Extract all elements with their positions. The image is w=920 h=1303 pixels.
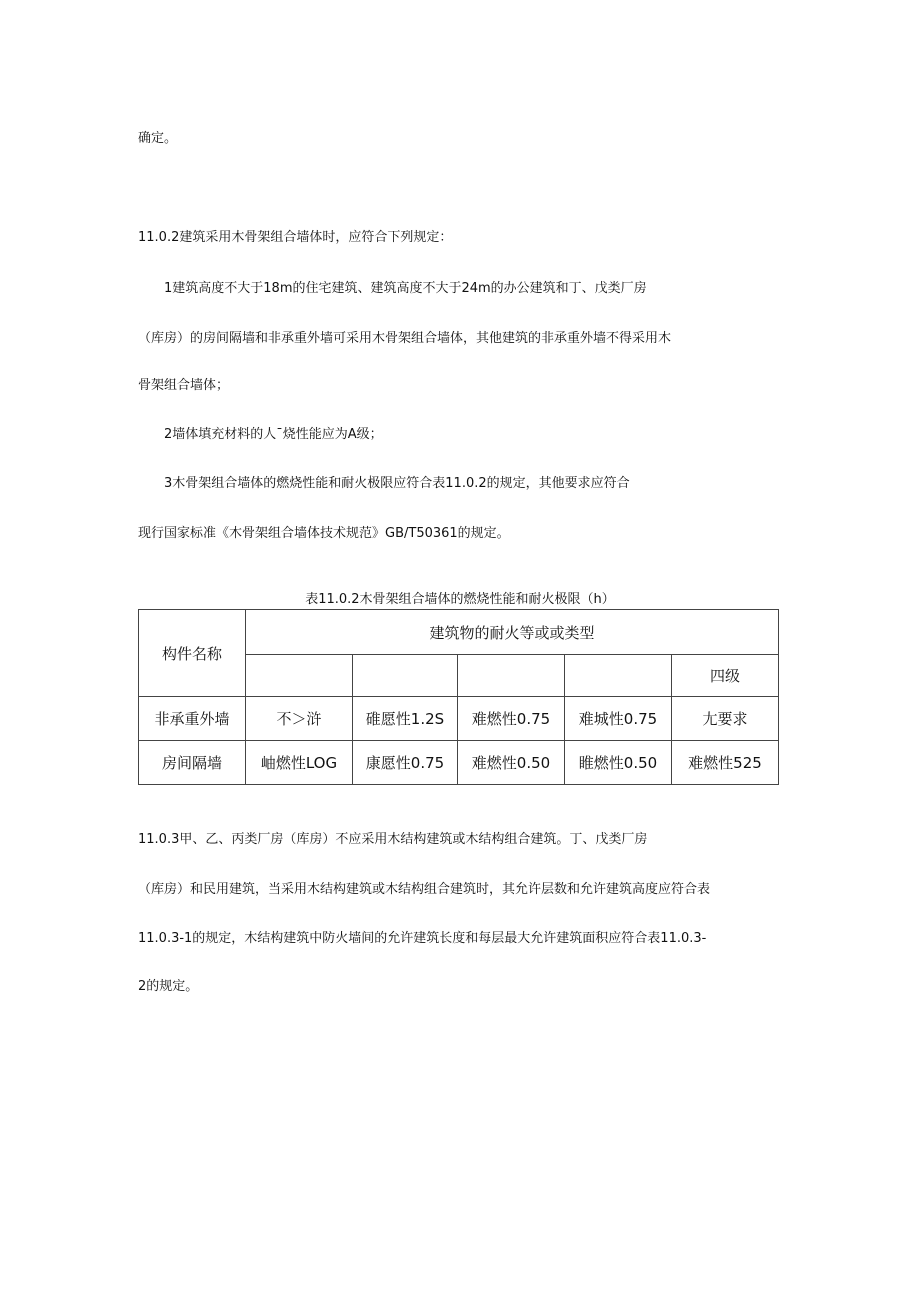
table-cell: 难燃性525 [672, 741, 779, 785]
paragraph-line: 11.0.3-1的规定，木结构建筑中防火墙间的允许建筑长度和每层最大允许建筑面积应符合表11.0.3- [138, 931, 707, 946]
row-label: 非承重外墙 [139, 697, 246, 741]
table-cell: 岫燃性LOG [246, 741, 353, 785]
clause-11-0-3-heading: 11.0.3甲、乙、丙类厂房（库房）不应采用木结构建筑或木结构组合建筑。丁、戊类厂房 [138, 832, 648, 847]
subheader-cell: 四级 [672, 655, 779, 697]
paragraph-line: （库房）和民用建筑，当采用木结构建筑或木结构组合建筑时，其允许层数和允许建筑高度应符合表 [138, 882, 711, 897]
table-cell: 难城性0.75 [565, 697, 672, 741]
table-cell: 尢要求 [672, 697, 779, 741]
clause-11-0-2-heading: 11.0.2建筑采用木骨架组合墙体时，应符合下列规定： [138, 230, 453, 245]
subheader-cell [353, 655, 458, 697]
clause-item-1: 1建筑高度不大于18m的住宅建筑、建筑高度不大于24m的办公建筑和丁、戊类厂房 [164, 281, 647, 296]
subheader-cell [565, 655, 672, 697]
subheader-cell [246, 655, 353, 697]
fire-resistance-table [138, 609, 779, 785]
header-fire-rating-group: 建筑物的耐火等或或类型 [246, 610, 779, 655]
table-cell: 睢燃性0.50 [565, 741, 672, 785]
row-label: 房间隔墙 [139, 741, 246, 785]
paragraph-line: 现行国家标准《木骨架组合墙体技术规范》GB/T50361的规定。 [138, 526, 510, 541]
paragraph-line: 2的规定。 [138, 979, 199, 994]
clause-item-2: 2墙体填充材料的人¯烧性能应为A级； [164, 427, 383, 442]
clause-item-3: 3木骨架组合墙体的燃烧性能和耐火极限应符合表11.0.2的规定，其他要求应符合 [164, 476, 630, 491]
table-cell: 康愿性0.75 [353, 741, 458, 785]
table-cell: 碓愿性1.2S [353, 697, 458, 741]
paragraph-line: （库房）的房间隔墙和非承重外墙可采用木骨架组合墙体，其他建筑的非承重外墙不得采用木 [138, 331, 672, 346]
table-header-row [139, 610, 779, 655]
table-cell: 不＞浒 [246, 697, 353, 741]
header-component-name: 构件名称 [139, 610, 246, 697]
table-row [139, 697, 779, 741]
table-row [139, 741, 779, 785]
table-cell: 难燃性0.50 [458, 741, 565, 785]
paragraph-line: 确定。 [138, 131, 178, 146]
table-cell: 难燃性0.75 [458, 697, 565, 741]
table-caption: 表11.0.2木骨架组合墙体的燃烧性能和耐火极限（h） [305, 592, 615, 607]
paragraph-line: 骨架组合墙体； [138, 378, 230, 393]
subheader-cell [458, 655, 565, 697]
